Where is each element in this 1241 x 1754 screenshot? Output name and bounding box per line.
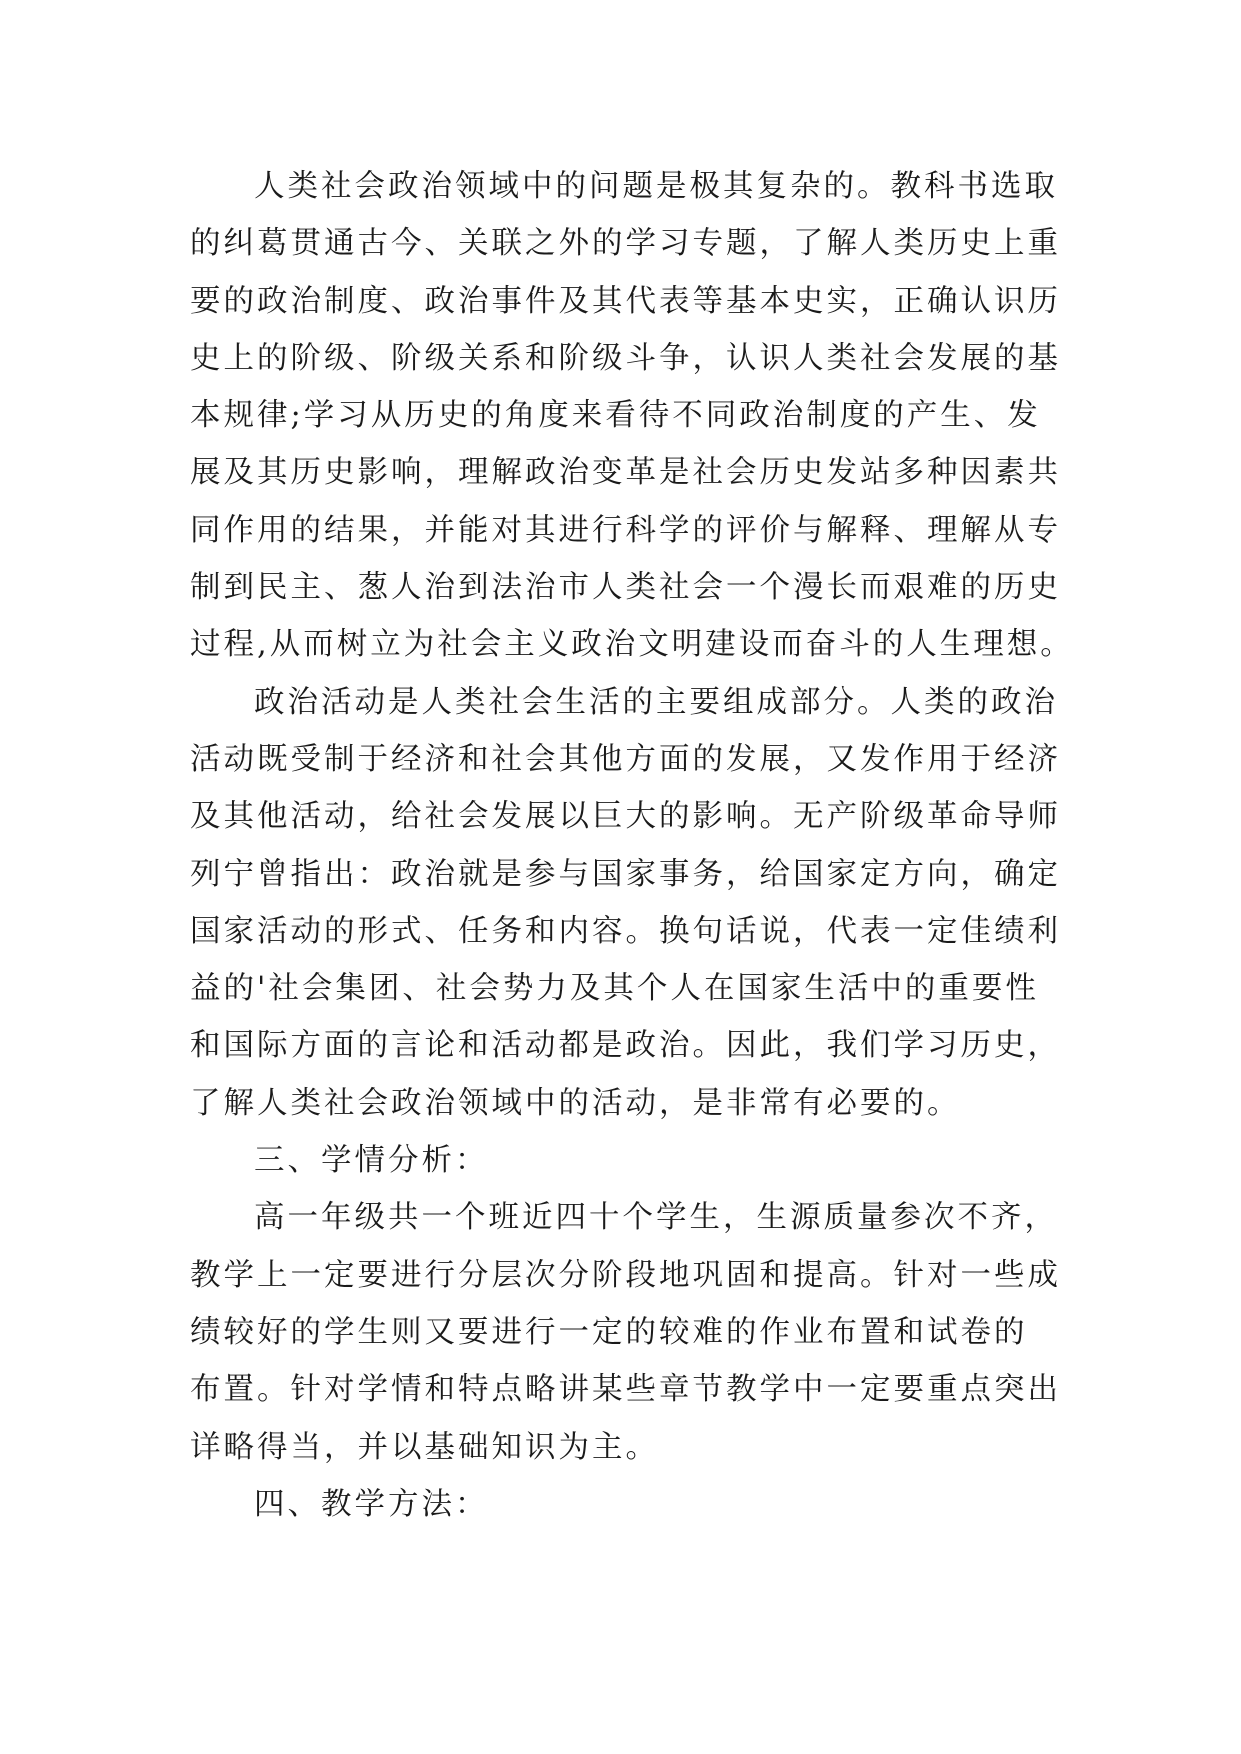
text-line: 了解人类社会政治领域中的活动，是非常有必要的。 — [190, 1085, 961, 1121]
text-line: 列宁曾指出：政治就是参与国家事务，给国家定方向，确定 — [190, 856, 1061, 892]
text-line: 绩较好的学生则又要进行一定的较难的作业布置和试卷的 — [190, 1314, 1028, 1350]
text-line: 及其他活动，给社会发展以巨大的影响。无产阶级革命导师 — [190, 799, 1061, 835]
text-line: 过程,从而树立为社会主义政治文明建设而奋斗的人生理想。 — [190, 627, 1074, 663]
text-line: 益的'社会集团、社会势力及其个人在国家生活中的重要性 — [190, 971, 1039, 1007]
text-line: 史上的阶级、阶级关系和阶级斗争，认识人类社会发展的基 — [190, 340, 1061, 376]
text-line: 布置。针对学情和特点略讲某些章节教学中一定要重点突出 — [190, 1372, 1061, 1408]
text-line: 和国际方面的言论和活动都是政治。因此，我们学习历史， — [190, 1028, 1061, 1064]
document-body — [190, 158, 1074, 1533]
text-line: 详略得当，并以基础知识为主。 — [190, 1429, 659, 1465]
text-line: 政治活动是人类社会生活的主要组成部分。人类的政治 — [254, 684, 1058, 720]
text-line: 国家活动的形式、任务和内容。换句话说，代表一定佳绩利 — [190, 913, 1061, 949]
text-line: 人类社会政治领域中的问题是极其复杂的。教科书选取 — [254, 169, 1058, 204]
text-line: 教学上一定要进行分层次分阶段地巩固和提高。针对一些成 — [190, 1257, 1061, 1293]
text-line: 本规律;学习从历史的角度来看待不同政治制度的产生、发 — [190, 398, 1041, 434]
text-line: 活动既受制于经济和社会其他方面的发展，又发作用于经济 — [190, 741, 1061, 777]
text-line: 高一年级共一个班近四十个学生，生源质量参次不齐， — [254, 1200, 1058, 1236]
text-line: 制到民主、葱人治到法治市人类社会一个漫长而艰难的历史 — [190, 570, 1061, 606]
section-heading: 三、学情分析： — [254, 1143, 489, 1179]
text-line: 的纠葛贯通古今、关联之外的学习专题，了解人类历史上重 — [190, 226, 1061, 262]
text-line: 同作用的结果，并能对其进行科学的评价与解释、理解从专 — [190, 512, 1061, 548]
section-heading: 四、教学方法： — [254, 1486, 489, 1522]
text-line: 展及其历史影响，理解政治变革是社会历史发站多种因素共 — [190, 455, 1061, 491]
text-line: 要的政治制度、政治事件及其代表等基本史实，正确认识历 — [190, 283, 1061, 319]
